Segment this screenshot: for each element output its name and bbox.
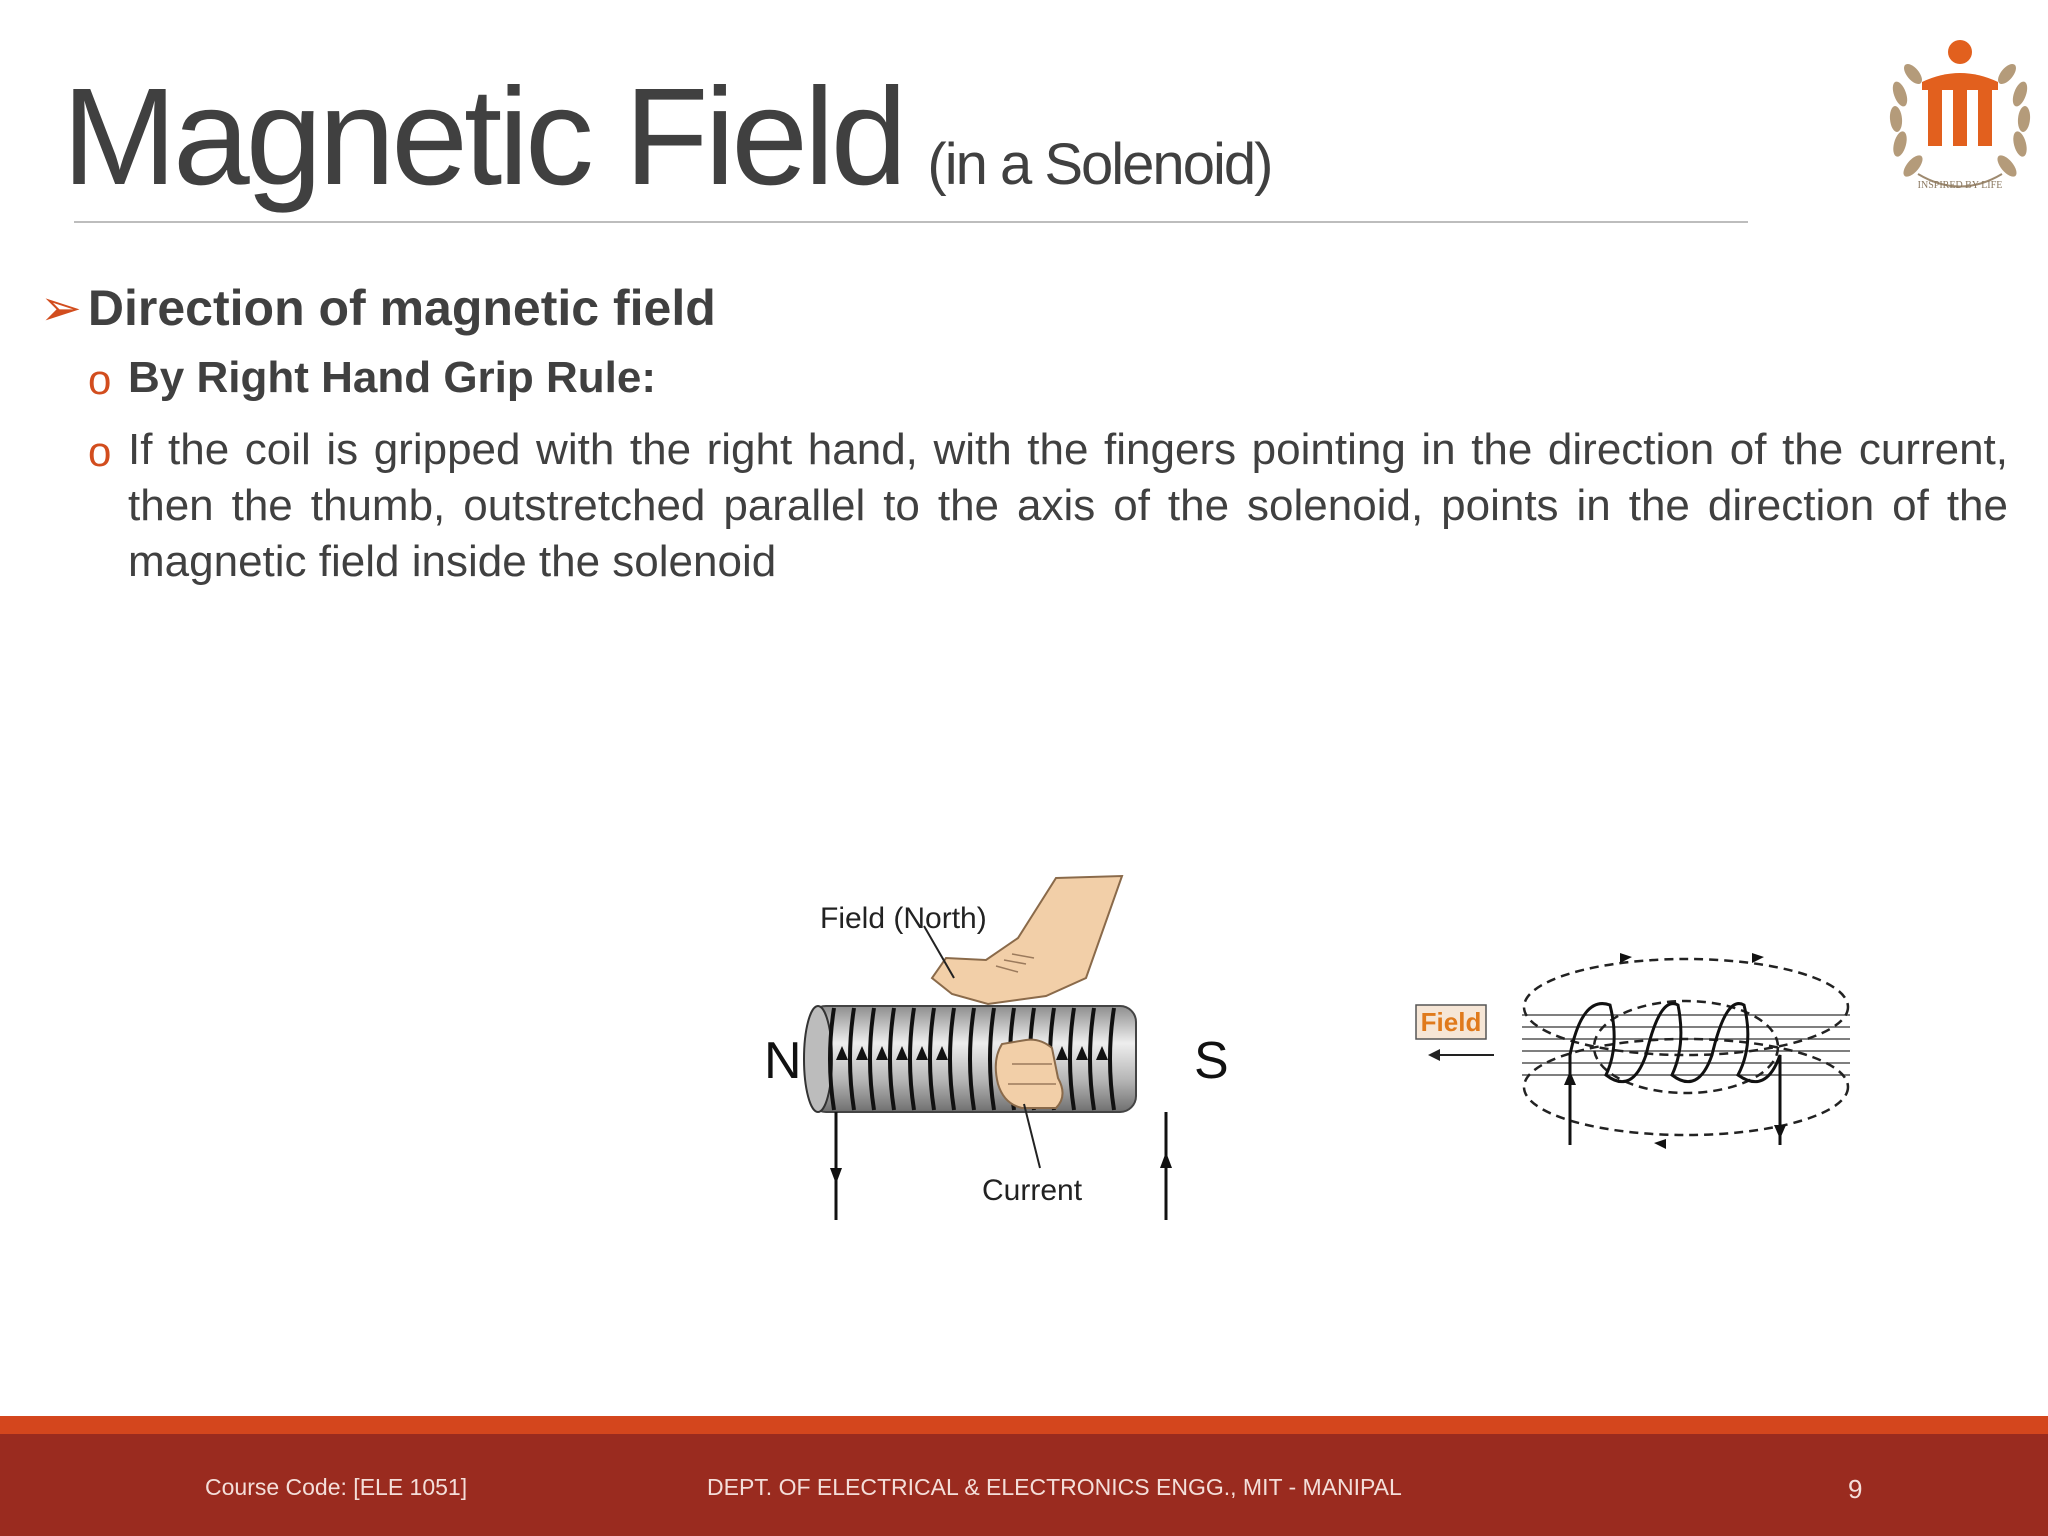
footer-accent-stripe: [0, 1416, 2048, 1434]
institute-emblem-icon: [1878, 24, 2042, 204]
bullet-explanation-text: If the coil is gripped with the right hand, with the fingers pointing in the direction of the current, then the thumb, outstretched parallel to the axis of the solenoid, points in the direction of the magnetic field inside the solenoid: [128, 425, 2008, 586]
label-field: Field: [1420, 1007, 1482, 1037]
slide-title: [62, 62, 1271, 212]
circle-bullet-icon: o: [88, 428, 112, 475]
label-s: S: [1194, 1032, 1229, 1090]
logo-motto: INSPIRED BY LIFE: [1917, 180, 2003, 191]
footer-page-number: 9: [1848, 1474, 1863, 1504]
title-main: Magnetic Field: [62, 60, 904, 214]
label-field-north: Field (North): [820, 902, 987, 935]
bullet-rule: [88, 350, 2008, 406]
bullet-direction-text: Direction of magnetic field: [87, 280, 716, 336]
title-sub: (in a Solenoid): [927, 132, 1272, 197]
arrow-bullet-icon: ➢: [40, 280, 82, 336]
solenoid-field-figure: [1410, 935, 1860, 1175]
footer-course-code: Course Code: [ELE 1051]: [205, 1474, 468, 1500]
label-n: N: [764, 1032, 802, 1090]
bullet-direction: [40, 276, 2020, 340]
footer-department: DEPT. OF ELECTRICAL & ELECTRONICS ENGG., MIT - MANIPAL: [707, 1474, 1402, 1500]
right-hand-grip-figure: [756, 868, 1236, 1238]
bullet-explanation: [88, 422, 2008, 590]
label-current: Current: [982, 1174, 1083, 1207]
title-divider: [74, 221, 1748, 223]
circle-bullet-icon: o: [88, 356, 112, 403]
bullet-rule-text: By Right Hand Grip Rule:: [128, 353, 656, 402]
